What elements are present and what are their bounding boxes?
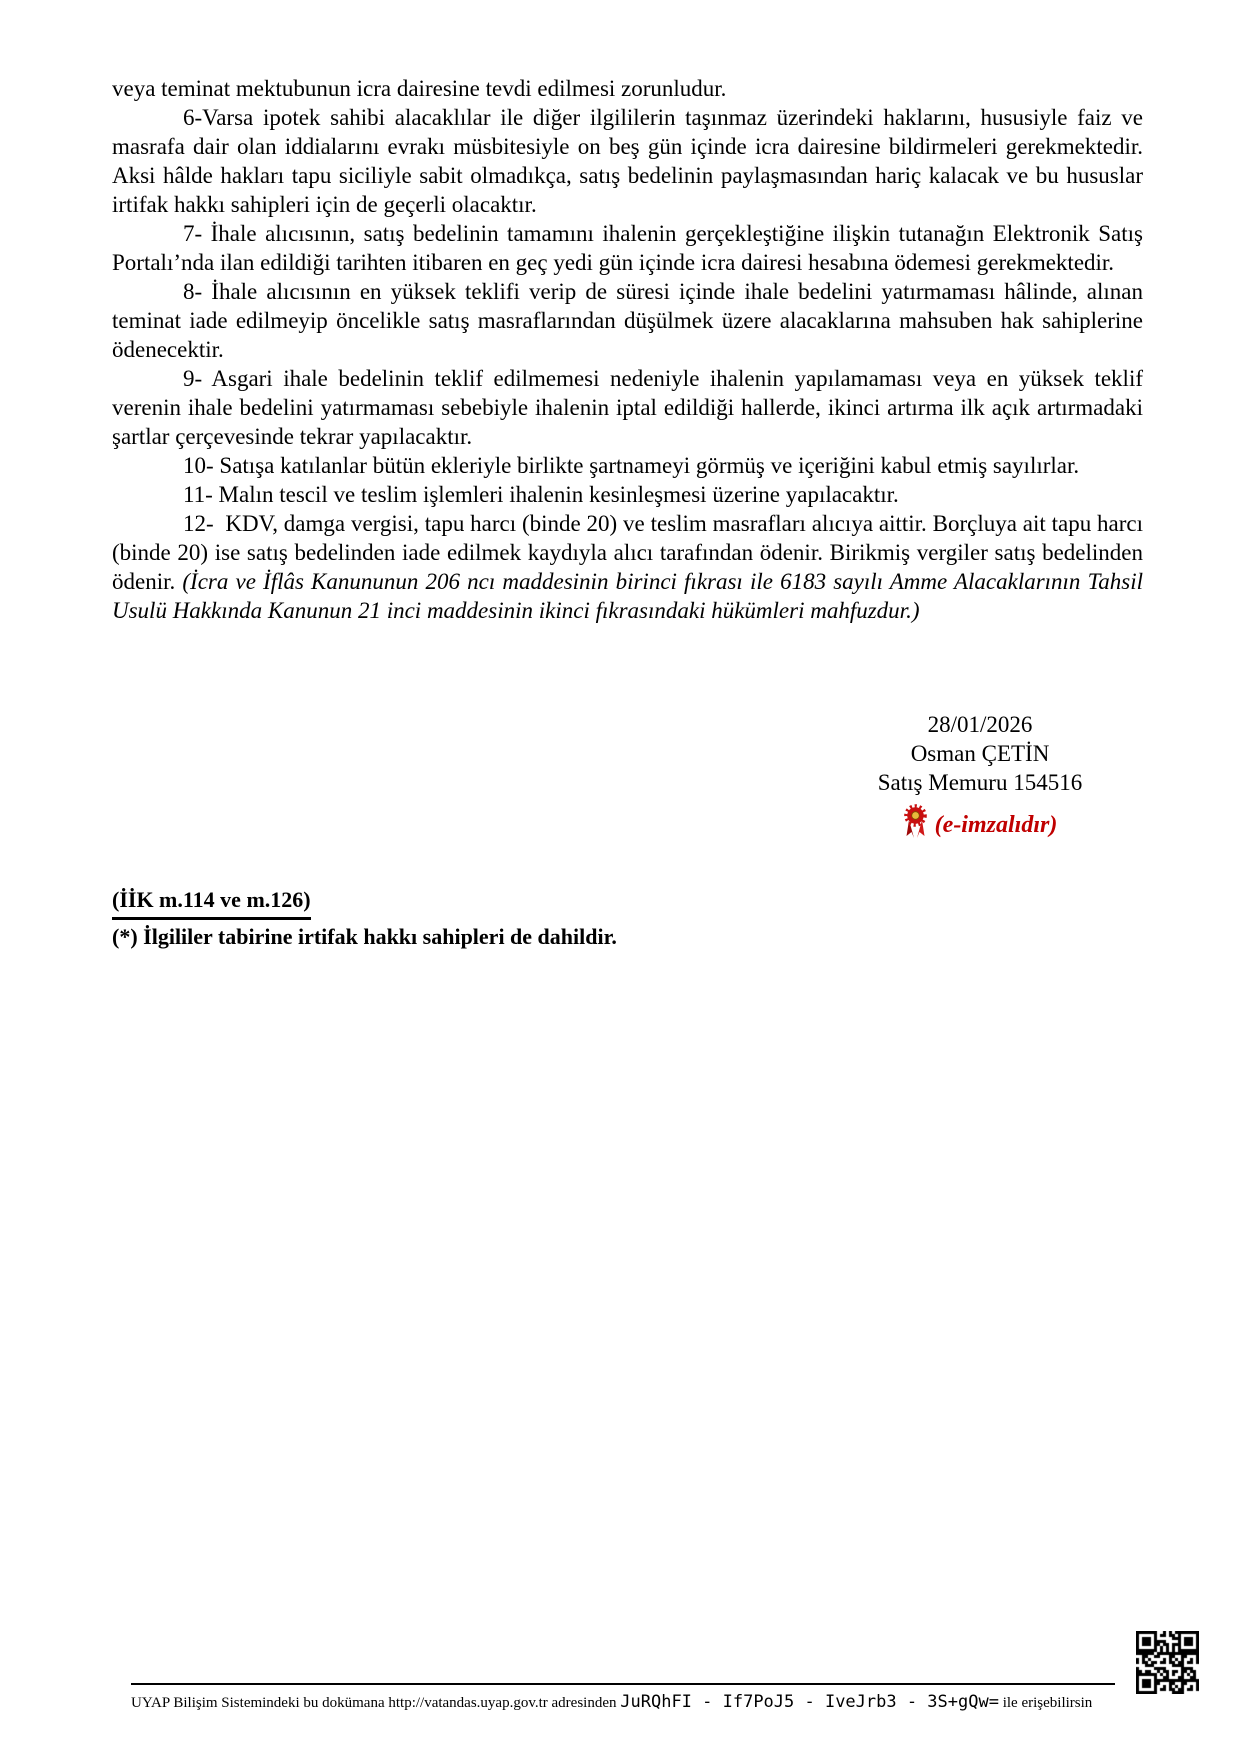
uyap-footer xyxy=(131,1683,1115,1712)
document-body xyxy=(112,74,1143,625)
legal-note-block xyxy=(112,884,617,953)
clause-6: 6-Varsa ipotek sahibi alacaklılar ile diğer ilgililerin taşınmaz üzerindeki haklarını, hususiyle faiz ve masrafa dair olan iddialarını evrakı müsbitesiyle on beş gün içinde icra dairesine bildirmeleri gerekmektedir. Aksi hâlde hakları tapu siciliyle sabit olmadıkça, satış bedelinin paylaşmasından hariç kalacak ve bu hususlar irtifak hakkı sahipleri için de geçerli olacaktır. xyxy=(112,105,1143,217)
legal-reference: (İİK m.114 ve m.126) xyxy=(112,884,311,920)
clause-12 xyxy=(112,509,1143,625)
legal-note: (*) İlgililer tabirine irtifak hakkı sahipleri de dahildir. xyxy=(112,924,617,949)
continuation-line: veya teminat mektubunun icra dairesine tevdi edilmesi zorunludur. xyxy=(112,76,727,101)
clause-7: 7- İhale alıcısının, satış bedelinin tamamını ihalenin gerçekleştiğine ilişkin tutanağın Elektronik Satış Portalı’nda ilan edildiği tarihten itibaren en geç yedi gün içinde icra dairesi hesabına ödemesi gerekmektedir. xyxy=(112,221,1143,275)
clause-9: 9- Asgari ihale bedelinin teklif edilmemesi nedeniyle ihalenin yapılamaması veya en yüksek teklif verenin ihale bedelini yatırmaması sebebiyle ihalenin iptal edildiği hallerde, ikinci artırma ilk açık artırmadaki şartlar çerçevesinde tekrar yapılacaktır. xyxy=(112,366,1143,449)
clause-8: 8- İhale alıcısının en yüksek teklifi verip de süresi içinde ihale bedelini yatırmaması hâlinde, alınan teminat iade edilmeyip öncelikle satış masraflarından düşülmek üzere alacaklarına mahsuben hak sahiplerine ödenecektir. xyxy=(112,279,1143,362)
clause-10: 10- Satışa katılanlar bütün ekleriyle birlikte şartnameyi görmüş ve içeriğini kabul etmiş sayılırlar. xyxy=(183,453,1080,478)
footer-access-text: UYAP Bilişim Sistemindeki bu dokümana http://vatandas.uyap.gov.tr adresinden xyxy=(131,1695,617,1711)
esignature-row xyxy=(818,804,1142,846)
rosette-seal-icon xyxy=(903,804,928,846)
clause-11: 11- Malın tescil ve teslim işlemleri ihalenin kesinleşmesi üzerine yapılacaktır. xyxy=(183,482,899,507)
qr-code-icon xyxy=(1136,1631,1199,1694)
clause-12-text: 12- KDV, damga vergisi, tapu harcı (binde 20) ve teslim masrafları alıcıya aittir. Borçluya ait tapu harcı (binde 20) ise satış bedelinden iade edilmek kaydıyla alıcı tarafından ödenir. Birikmiş vergiler satış bedelinden ödenir. xyxy=(112,511,1143,594)
signature-title: Satış Memuru 154516 xyxy=(877,770,1083,795)
clause-12-legal-reference: (İcra ve İflâs Kanununun 206 ncı maddesinin birinci fıkrası ile 6183 sayılı Amme Alacaklarının Tahsil Usulü Hakkında Kanunun 21 inci maddesinin ikinci fıkrasındaki hükümleri mahfuzdur.) xyxy=(112,569,1143,623)
signature-block xyxy=(818,710,1142,846)
footer-access-code: JuRQhFI - If7PoJ5 - IveJrb3 - 3S+gQw= xyxy=(620,1692,999,1712)
esignature-label: (e-imzalıdır) xyxy=(934,811,1058,838)
signature-date: 28/01/2026 xyxy=(927,712,1033,737)
signature-name: Osman ÇETİN xyxy=(910,741,1050,766)
footer-access-suffix: ile erişebilirsin xyxy=(1002,1695,1093,1711)
